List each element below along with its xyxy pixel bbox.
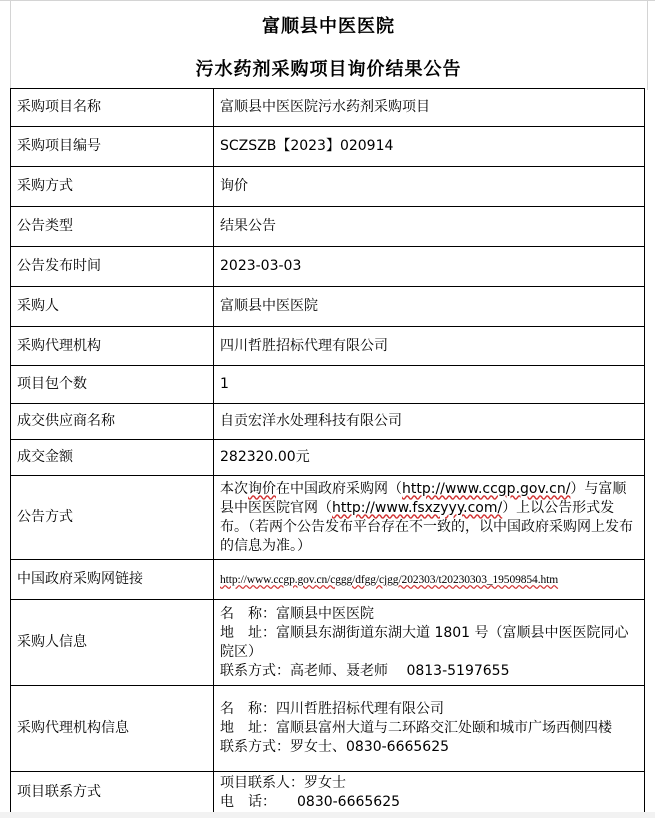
notice-text: ）与富顺县中医医院官网（ [220,480,627,516]
row-label: 公告发布时间 [11,247,214,287]
notice-method-text [214,476,645,560]
row-label: 采购项目名称 [11,89,214,127]
row-value: 四川哲胜招标代理有限公司 [214,327,645,366]
row-value: SCZSZB【2023】020914 [214,127,645,167]
sheet-bottom-strip [0,812,655,818]
document-subtitle: 污水药剂采购项目询价结果公告 [195,59,462,80]
row-label: 公告类型 [11,207,214,247]
table-row [11,287,645,327]
row-value: 富顺县中医医院 [214,287,645,327]
purchaser-contact: 联系方式：高老师、聂老师 0813-5197655 [220,662,510,679]
project-contact-phone: 电 话： 0830-6665625 [220,793,401,810]
table-row [11,366,645,404]
row-value: 自贡宏洋水处理科技有限公司 [214,404,645,440]
row-label: 采购方式 [11,167,214,207]
notice-text: ）上以公告形式发布。（若两个公告发布平台存在不一致的，以中国政府采购网上发布的信息为准。） [220,499,633,554]
row-label: 项目包个数 [11,366,214,404]
row-value: 1 [214,366,645,404]
row-label: 成交供应商名称 [11,404,214,440]
project-contact-cell [214,772,645,814]
agency-name: 名 称：四川哲胜招标代理有限公司 [220,701,444,717]
table-row [11,127,645,167]
purchaser-name: 名 称：富顺县中医医院 [220,605,374,622]
table-row [11,404,645,440]
table-row-notice-method [11,476,645,560]
row-label: 采购人信息 [11,600,214,686]
row-label: 公告方式 [11,476,214,560]
row-label: 采购人 [11,287,214,327]
row-label: 中国政府采购网链接 [11,560,214,600]
notice-text-underlined: 询价 [248,480,276,497]
agency-info-cell [214,686,645,772]
row-value: 2023-03-03 [214,247,645,287]
row-value: 282320.00元 [214,440,645,476]
row-label: 采购代理机构 [11,327,214,366]
grid-top-line [0,0,655,1]
row-value: 结果公告 [214,207,645,247]
hospital-url-link[interactable]: http://www.fsxzyyy.com/ [332,499,503,516]
table-row [11,207,645,247]
row-label: 采购代理机构信息 [11,686,214,772]
purchaser-address: 地 址：富顺县东湖街道东湖大道 1801 号（富顺县中医医院同心院区） [220,624,629,660]
ccgp-announcement-link[interactable]: http://www.ccgp.gov.cn/cggg/dfgg/cjgg/202303/t20230303_19509854.htm [220,573,559,586]
table-row-purchaser-info [11,600,645,686]
ccgp-url-link[interactable]: http://www.ccgp.gov.cn/ [402,480,571,497]
purchaser-info-cell [214,600,645,686]
announcement-table [10,88,645,814]
table-row [11,167,645,207]
notice-text: 在中国政府采购网（ [276,480,402,497]
document-title: 富顺县中医医院 [262,16,395,37]
row-value: 富顺县中医医院污水药剂采购项目 [214,89,645,127]
agency-contact: 联系方式：罗女士、0830-6665625 [220,739,450,755]
table-row-project-contact [11,772,645,814]
table-row-ccgp-link [11,560,645,600]
table-row [11,89,645,127]
table-row-agency-info [11,686,645,772]
notice-text: 本次 [220,480,248,497]
agency-address: 地 址：富顺县富州大道与二环路交汇处颐和城市广场西侧四楼 [220,720,612,736]
row-value: 询价 [214,167,645,207]
table-row [11,327,645,366]
table-row [11,440,645,476]
project-contact-person: 项目联系人：罗女士 [220,774,346,791]
ccgp-link-cell [214,560,645,600]
grid-right-line [647,0,648,90]
table-row [11,247,645,287]
row-label: 采购项目编号 [11,127,214,167]
row-label: 成交金额 [11,440,214,476]
row-label: 项目联系方式 [11,772,214,814]
